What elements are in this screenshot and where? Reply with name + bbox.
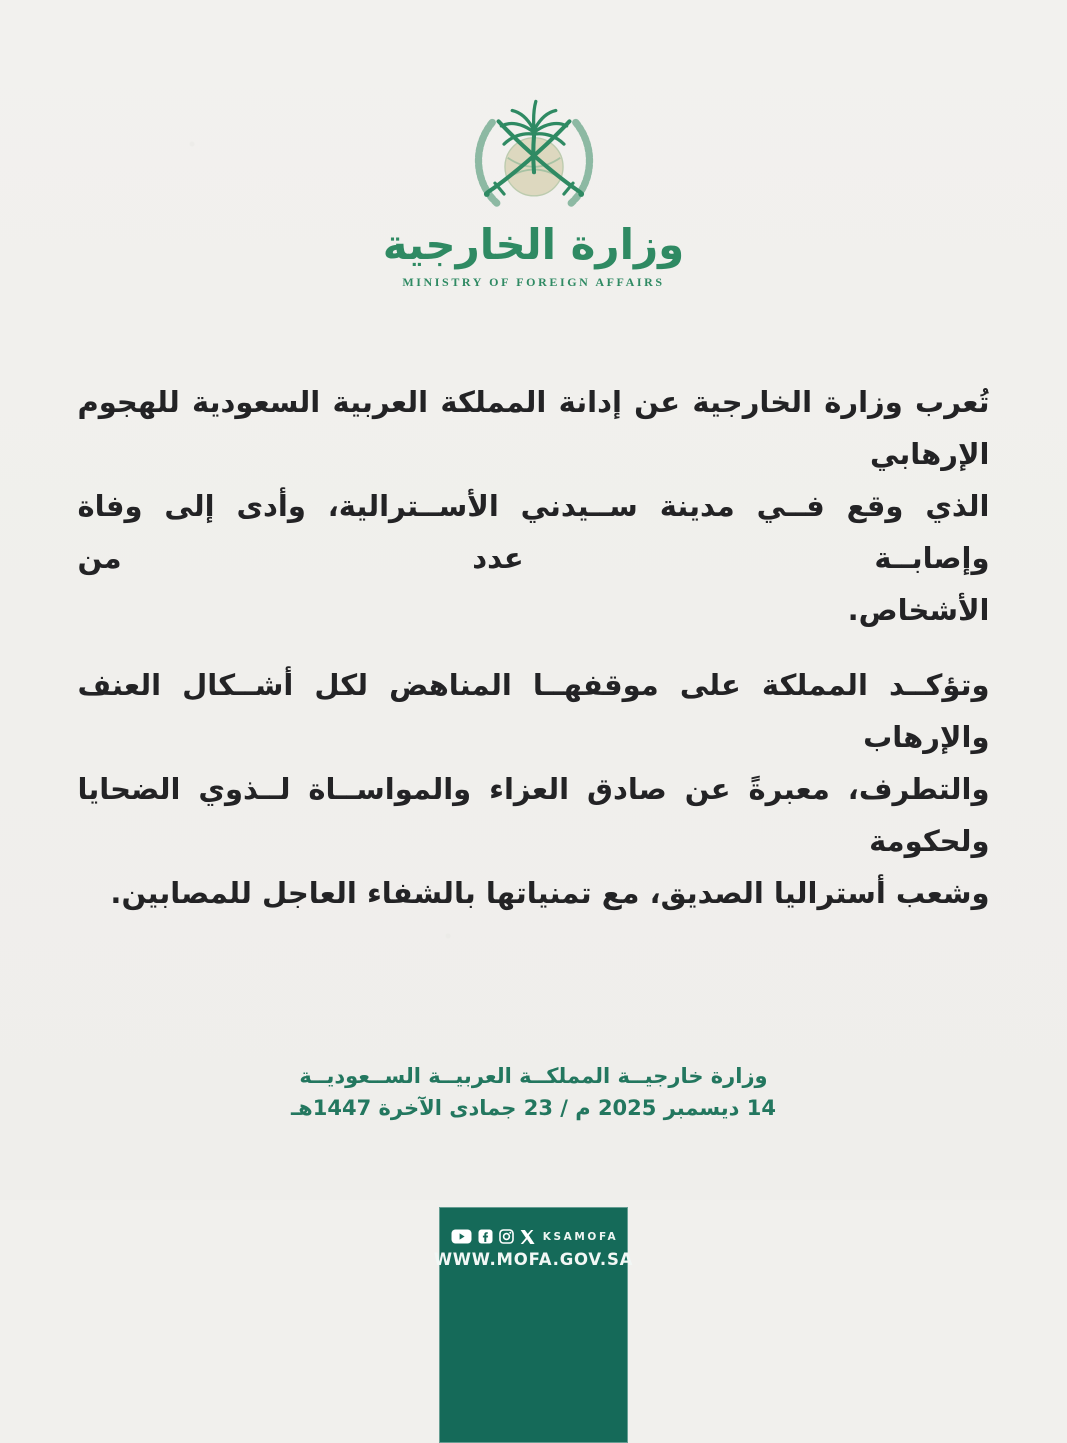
instagram-icon (499, 1229, 514, 1244)
signature-date-line: 14 ديسمبر 2025 م / 23 جمادى الآخرة 1447هـ (291, 1096, 776, 1120)
paragraph2-line3: وشعب أستراليا الصديق، مع تمنياتها بالشفاء العاجل للمصابين. (110, 876, 990, 910)
website-url: WWW.MOFA.GOV.SA (433, 1250, 634, 1269)
facebook-icon (478, 1229, 493, 1244)
social-media-row (451, 1229, 617, 1244)
statement-paragraph-1 (78, 376, 990, 636)
paragraph1-line1: تُعرب وزارة الخارجية عن إدانة المملكة العربية السعودية للهجوم الإرهابي (77, 385, 990, 471)
signature-block (0, 1061, 1067, 1123)
paragraph2-line2: والتطرف، معبرةً عن صادق العزاء والمواســاة لــذوي الضحايا ولحكومة (77, 772, 990, 858)
x-icon (520, 1230, 535, 1244)
saudi-emblem-icon (434, 96, 634, 214)
mofa-logo-block (0, 0, 1067, 290)
paragraph1-line2: الذي وقع فــي مدينة ســيدني الأســترالية، وأدى إلى وفاة وإصابــة عدد من (77, 489, 990, 575)
social-handle: KSAMOFA (542, 1230, 619, 1243)
youtube-icon (451, 1229, 472, 1244)
statement-body (78, 376, 990, 919)
statement-paragraph-2 (78, 659, 990, 919)
footer-box (433, 1207, 634, 1443)
signature-ministry-line: وزارة خارجيــة المملكــة العربيــة الســعوديــة (299, 1064, 768, 1088)
ministry-name-en: MINISTRY OF FOREIGN AFFAIRS (402, 275, 665, 289)
paragraph2-line1: وتؤكــد المملكة على موقفهــا المناهض لكل أشــكال العنف والإرهاب (77, 668, 990, 754)
paragraph1-line3: الأشخاص. (847, 593, 990, 627)
ministry-calligraphy: وزارة الخارجية (382, 220, 685, 269)
